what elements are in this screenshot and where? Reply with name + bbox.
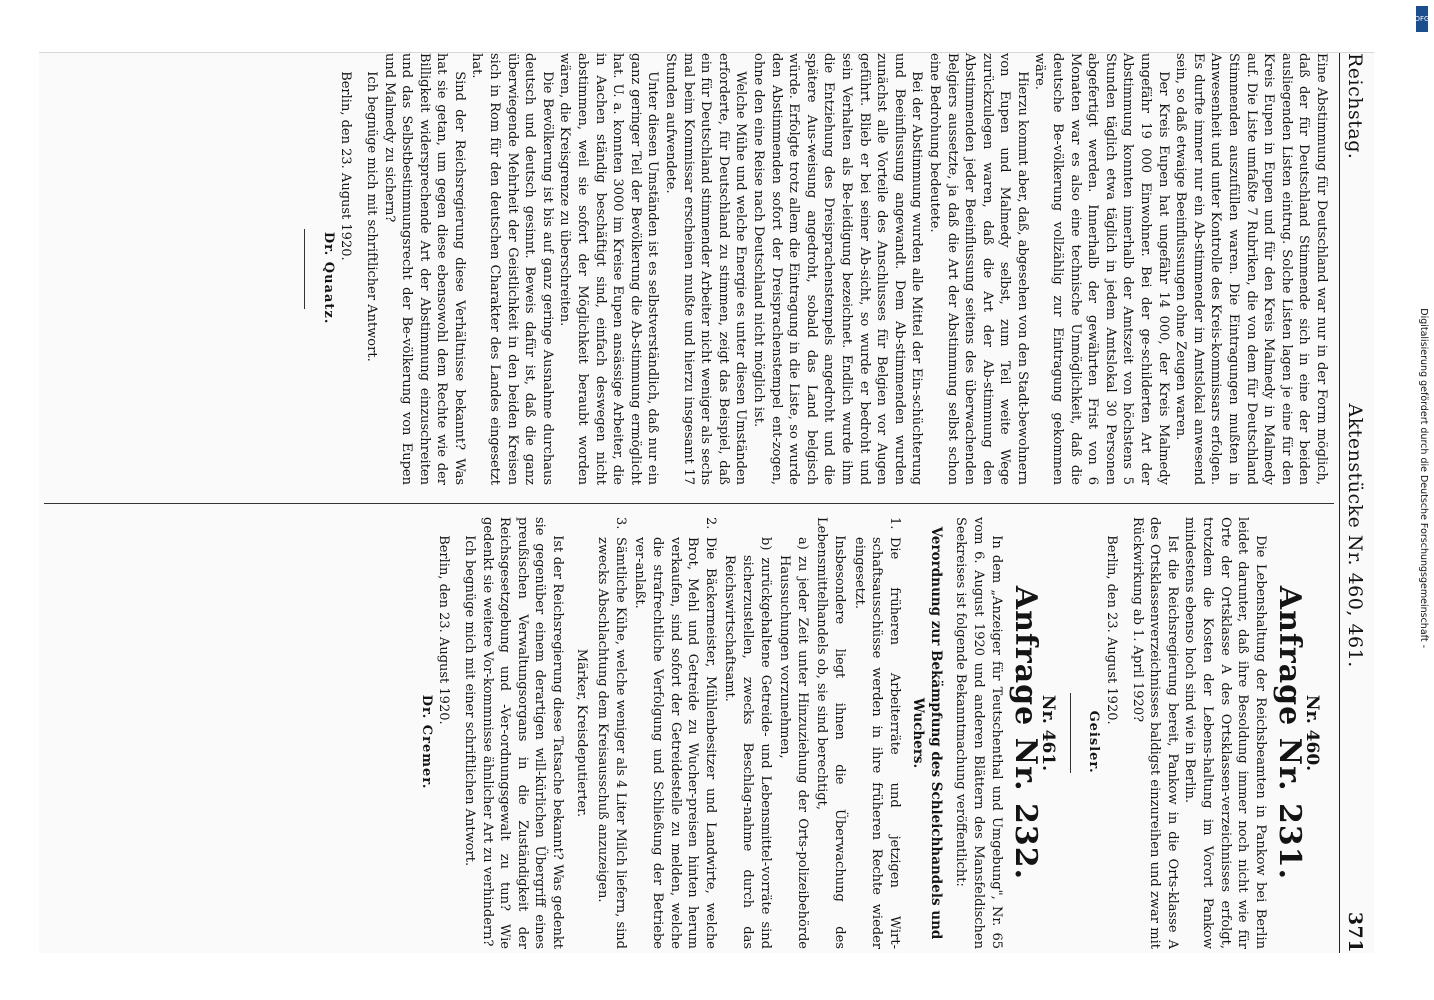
paragraph: Bei der Abstimmung wurden alle Mittel der Ein-schüchterung und Beeinflussung angewandt. Dem Ab-stimmenden wurden zunächst alle Vorteile des Anschlusses für Belgien vor Augen geführt. Blieb er bei seiner Ab-sicht, so wurde er bedroht und sein Verhalten als Be-leidigung bezeichnet. Endlich wurde ihm die Entziehung des Dreisprachenstempels angedroht und die spätere Aus-weisung angedroht, sobald das Land belgisch würde. Erfolgte trotz allem die Eintragung in die Liste, so wurde den Abstimmenden sofort der Dreisprachenstempel ent-zogen, ohne den eine Reise nach Deutschland nicht möglich ist. <box>751 53 925 485</box>
list-item <box>850 517 903 949</box>
sub-text: zurückgehaltene Getreide- und Lebensmittel-vorräte sind sicherzustellen, zwecks Beschlag-nahme durch das Reichswirtschaftsamt. <box>722 555 773 949</box>
header-left: Reichstag. <box>1344 53 1366 160</box>
left-column <box>290 53 1330 485</box>
digitization-credit <box>1413 8 1429 648</box>
list-text: Sämtliche Kühe, welche weniger als 4 Liter Milch liefern, sind zwecks Abschlachtung dem Kreisausschuß anzuzeigen. <box>595 537 628 949</box>
credit-text: Digitalisierung gefördert durch die Deutsche Forschungsgemeinschaft - <box>1418 308 1429 648</box>
header-center: Aktenstücke Nr. 460, 461. <box>1344 403 1366 668</box>
paragraph: In dem „Anzeiger für Teutschenthal und Umgebung", Nr. 65 vom 6. August 1920 und anderen Blättern des Mansfeldischen Seekreises ist folgende Bekanntmachung veröffentlicht: <box>953 517 1004 949</box>
paragraph: Hierzu kommt aber, daß, abgesehen von den Stadt-bewohnern von Eupen und Malmedy selbst, zum Teil weite Wege zurückzulegen waren, daß die Art der Ab-stimmung den Abstimmenden jeder Beeinflussung seitens des überwachenden Belgiers aussetzte, ja daß die Art der Abstimmung selbst schon eine Bedrohung bedeutete. <box>926 53 1030 485</box>
dateline: Berlin, den 23. August 1920. <box>1104 535 1120 725</box>
paragraph: Welche Mühe und welche Energie es unter diesen Umständen erforderte, für Deutschland zu stimmen, zeigt das Beispiel, daß ein für Deutschland stimmender Arbeiter nicht weniger als sechs mal beim Kommissar erscheinen mußte und hierzu insgesamt 17 Stunden aufwendete. <box>663 53 749 485</box>
paragraph: Die Bevölkerung ist bis auf ganz geringe Ausnahme durchaus deutsch und deutsch gesinnt. Beweis dafür ist, daß die ganz überwiegende Mehrheit der Geistlichkeit in den beiden Kreisen sich in Rom für den deutschen Charakter des Landes eingesetzt hat. <box>469 53 555 485</box>
sub-item <box>721 517 774 949</box>
ordinance-heading: Verordnung zur Bekämpfung des Schleichhandels und Wuchers. <box>910 526 944 940</box>
right-column <box>417 517 1330 949</box>
header-rule <box>1339 53 1340 953</box>
list-item <box>594 517 629 949</box>
paragraph: Ist die Reichsregierung bereit, Pankow in die Orts-klasse A des Ortsklassenverzeichnisses baldigst einzureihen und zwar mit Rückwirkung ab 1. April 1920? <box>1129 517 1180 949</box>
list-text: Die früheren Arbeiterräte und jetzigen Wirt-schaftsausschüsse werden in ihre früheren Rechte wieder eingesetzt. <box>851 537 902 949</box>
paragraph: Ich begnüge mich mit schriftlicher Antwort. <box>363 71 379 362</box>
doc-number-460: Nr. 460. <box>1302 694 1322 772</box>
list-number: 3. <box>612 517 628 530</box>
paragraph: Unter diesen Umständen ist es selbstverständlich, daß nur ein ganz geringer Teil der Bevölkerung die Ab-stimmung ermöglicht hat. U. a. konnten 3000 im Kreise Eupen ansässige Arbeiter, die in Aachen ständig beschäftigt sind, einfach deswegen nicht abstimmen, weil sie sofort der Möglichkeit beraubt worden wären, die Kreisgrenze zu überschreiten. <box>557 53 661 485</box>
paragraph: Die Lebenshaltung der Reichsbeamten in Pankow bei Berlin leidet darunter, daß ihre Besoldung immer noch nicht wie für Orte der Ortsklasse A des Ortsklassen-verzeichnisses erfolgt, trotzdem die Kosten der Lebens-haltung im Vorort Pankow mindestens ebenso hoch sind wie in Berlin. <box>1182 517 1268 949</box>
list-text: Die Bäckermeister, Mühlenbesitzer und Landwirte, welche Brot, Mehl und Getreide zu Wucher-preisen hinten herum verkaufen, sind sofort der Getreidestelle zu melden, welche die strafrechtliche Verfolgung und Schließung der Betriebe ver-anlaßt. <box>632 537 718 949</box>
column-divider <box>44 503 1334 504</box>
page-number: 371 <box>1344 911 1366 953</box>
list-number: 1. <box>886 517 902 530</box>
paragraph: Ist der Reichsregierung diese Tatsache bekannt? Was gedenkt sie gegenüber einem derartigen will-kürlichen Übergriff eines preußischen Verwaltungsorgans in die Zuständigkeit der Reichsgesetzgebung und -Ver-ordnungsgewalt zu tun? Wie gedenkt sie weitere Vor-kommnisse ähnlicher Art zu verhindern? <box>479 517 566 949</box>
sub-label: b) <box>757 537 773 551</box>
end-rule <box>304 229 305 309</box>
paragraph: Der Kreis Eupen hat ungefähr 14 000, der Kreis Malmedy ungefähr 19 000 Einwohner. Bei der ge-schilderten Art der Abstimmung konnten innerhalb der Amtszeit von höchstens 5 Stunden täglich etwa täglich in jedem Amtslokal 30 Personen abgefertigt werden. Innerhalb der gewährten Frist von 6 Monaten war es also eine technische Unmöglichkeit, daß die deutsche Be-völkerung vollzählig zur Eintragung gekommen wäre. <box>1032 53 1171 485</box>
dateline: Berlin, den 23. August 1920. <box>436 535 452 725</box>
doc-number-461: Nr. 461. <box>1037 694 1058 772</box>
anfrage-title-232: Anfrage Nr. 232. <box>1008 585 1044 881</box>
sub-label: a) <box>794 537 810 550</box>
dateline: Berlin, den 23. August 1920. <box>338 71 354 261</box>
page-frame <box>39 52 1374 953</box>
sub-item <box>776 517 811 949</box>
issuer: Märker, Kreisdeputierter. <box>573 648 589 818</box>
sub-text: zu jeder Zeit unter Hinzuziehung der Orts-polizeibehörde Haussuchungen vorzunehmen, <box>777 555 810 949</box>
list-number: 2. <box>702 517 718 530</box>
paragraph: Ich begnüge mich mit einer schriftlichen Antwort. <box>462 535 478 867</box>
dfg-logo-icon: DFG <box>1416 6 1428 32</box>
section-rule <box>1070 693 1071 773</box>
anfrage-title-231: Anfrage Nr. 231. <box>1272 585 1308 881</box>
paragraph: Eine Abstimmung für Deutschland war nur in der Form möglich, daß der für Deutschland Stimmende sich in eine der beiden ausliegenden Listen eintrug. Solche Listen lagen je eine für den Kreis Eupen in Eupen und für den Kreis Malmedy in Malmedy auf. Die Liste umfaßte 7 Rubriken, die von dem für Deutschland Stimmenden auszufüllen waren. Die Eintragungen mußten in Anwesenheit und unter Kontrolle des Kreis-kommissars erfolgen. Es durfte immer nur ein Ab-stimmender im Amtslokal anwesend sein, so daß etwaige Beeinflussungen ohne Zeugen waren. <box>1173 53 1329 485</box>
paragraph: Sind der Reichsregierung diese Verhältnisse bekannt? Was hat sie getan, um gegen diese ebensowohl dem Rechte wie der Billigkeit widersprechende Art der Abstimmung einzuschreiten und das Selbstbestimmungsrecht der Be-völkerung von Eupen und Malmedy zu sichern? <box>381 53 467 485</box>
signature: Geisler. <box>1086 710 1102 774</box>
running-head <box>1344 53 1374 953</box>
paragraph: Insbesondere liegt ihnen die Überwachung des Lebensmittelhandels ob, sie sind berechtigt, <box>814 517 847 949</box>
signature: Dr. Quaatz. <box>320 231 336 325</box>
list-item <box>631 517 719 949</box>
signature: Dr. Cremer. <box>418 694 434 790</box>
